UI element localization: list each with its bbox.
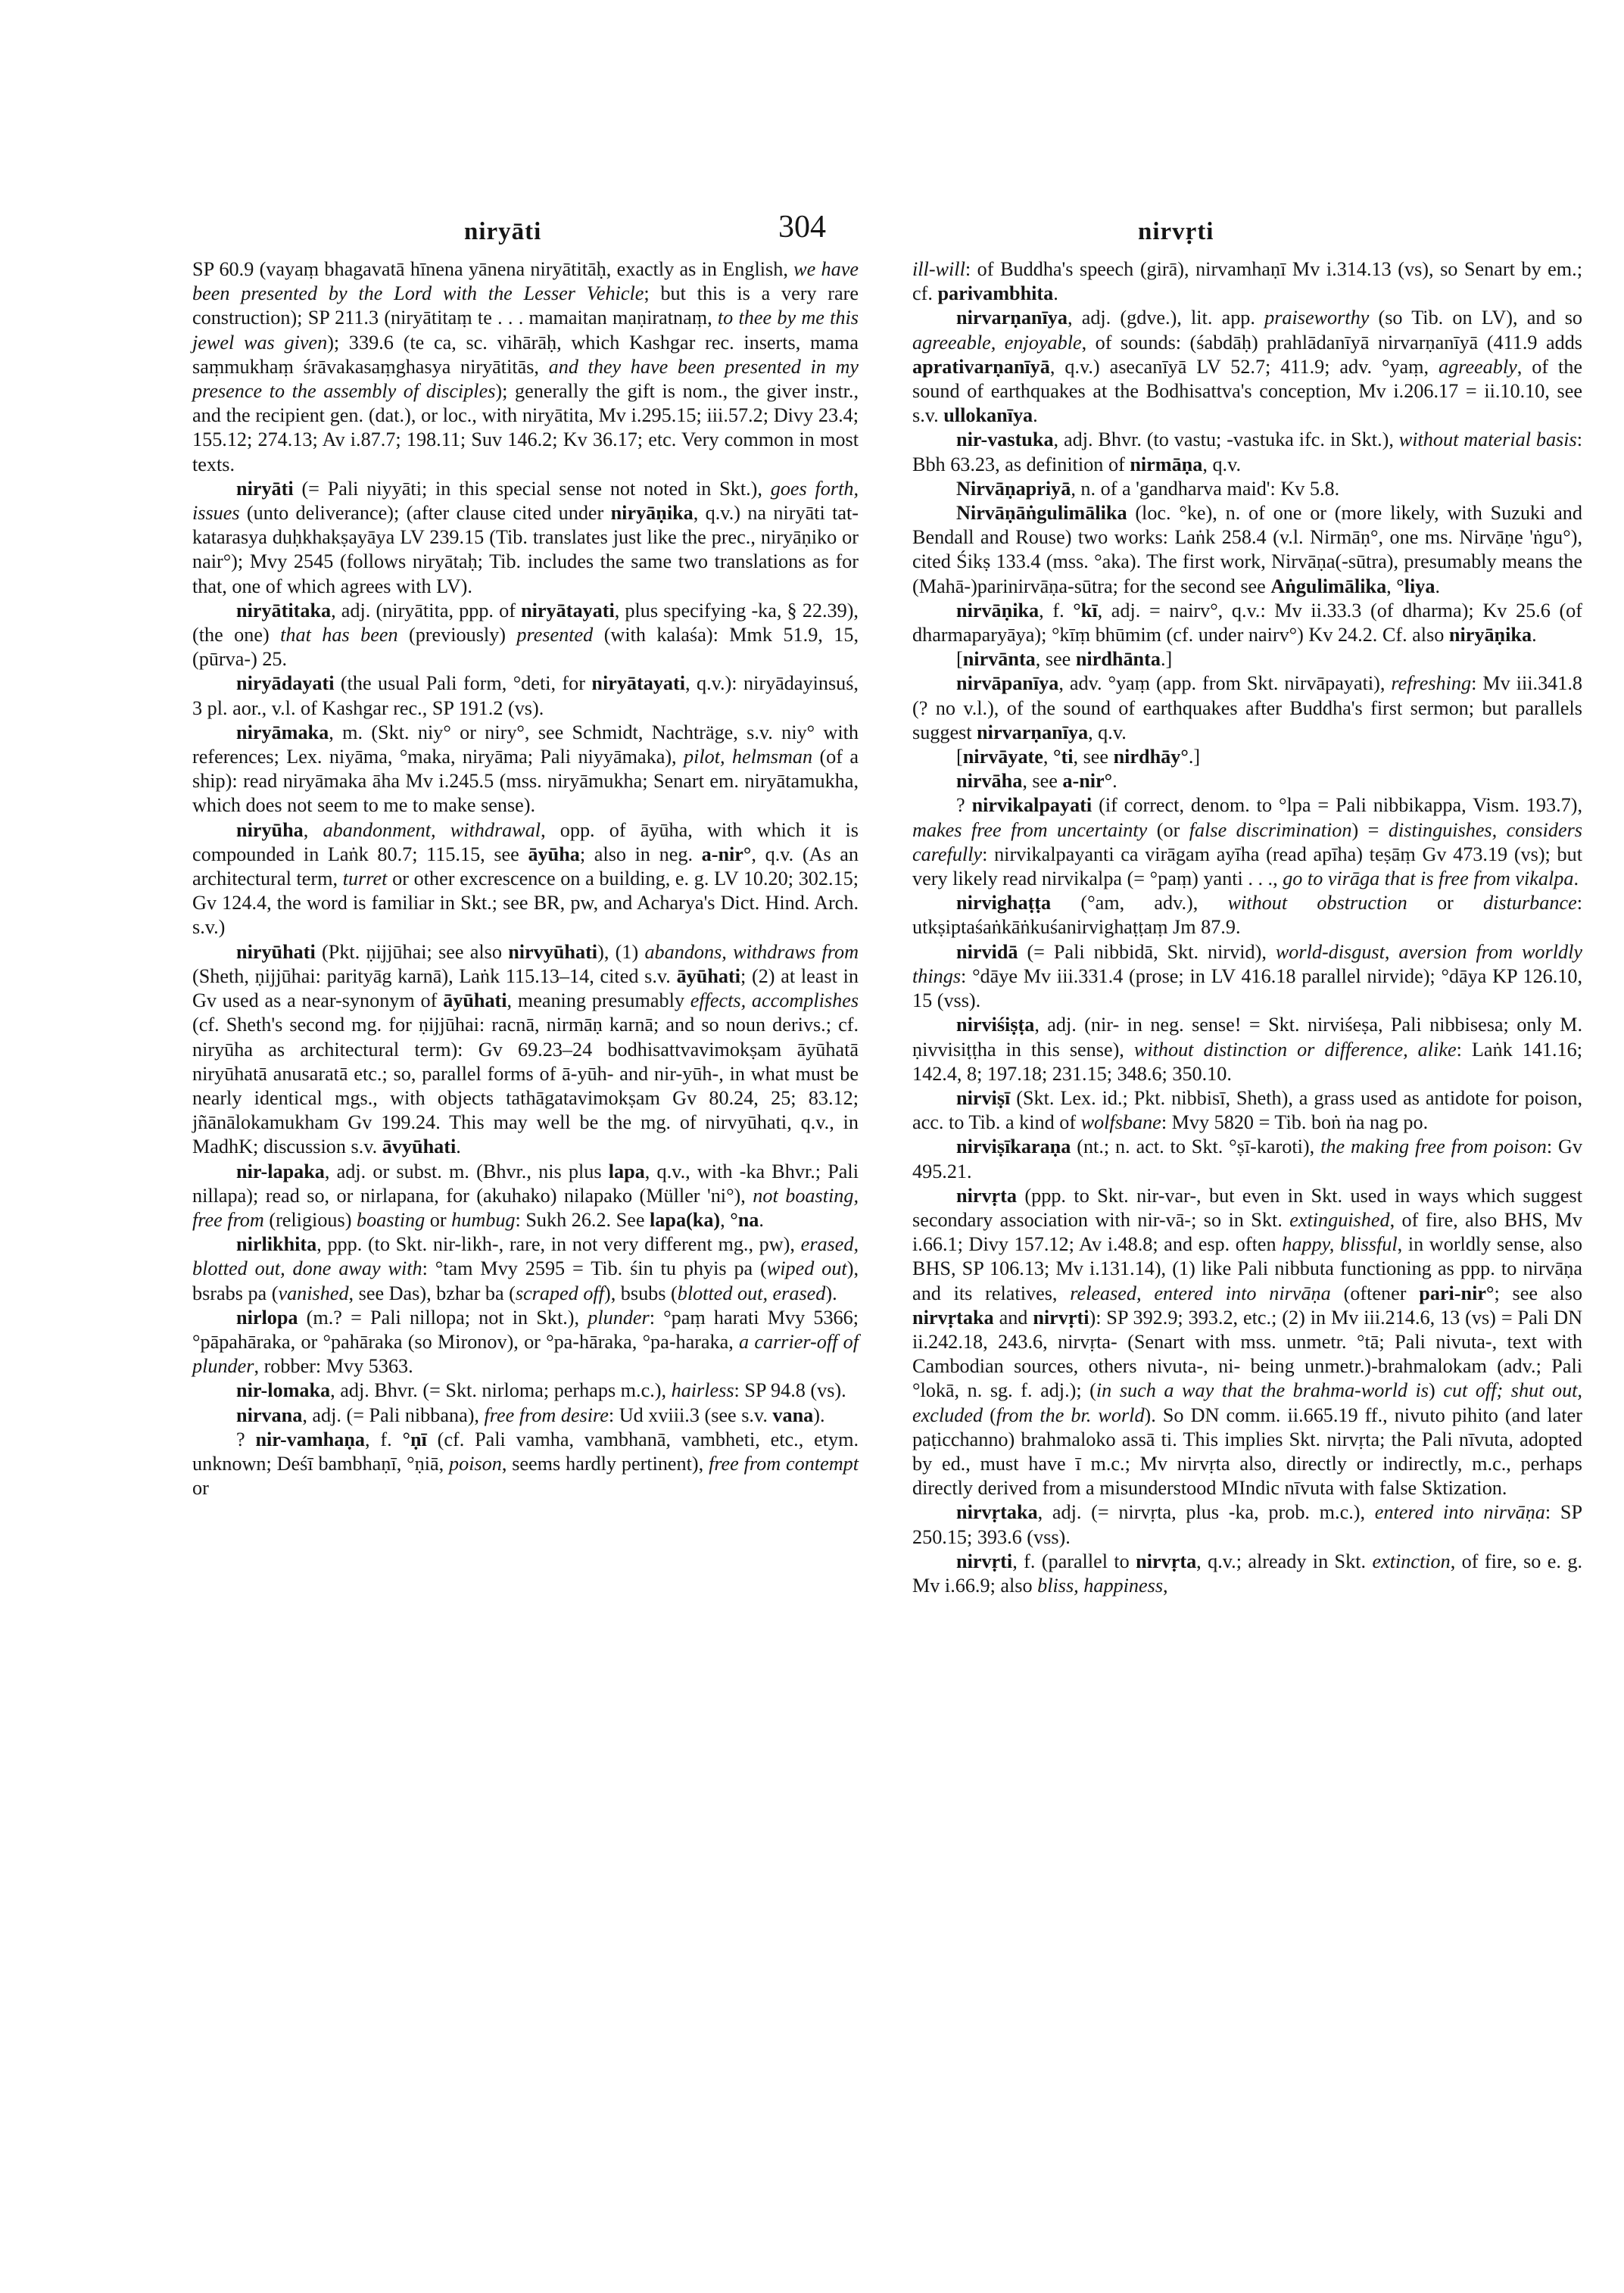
dictionary-entry: nirvarṇanīya, adj. (gdve.), lit. app. praiseworthy (so Tib. on LV), and so agreeable, enjoyable, of sounds: (śabdāḥ) prahlādanīyā nirvarṇanīyā (411.9 adds aprativarṇanīyā, q.v.) asecanīyā LV 52.7; 411.9; adv. °yaṃ, agreeably, of the sound of earthquakes at the Bodhisattva's conception, Mv i.206.17 = ii.10.10, see s.v. ullokanīya. <box>912 307 1582 427</box>
dictionary-entry: niryādayati (the usual Pali form, °deti, for niryātayati, q.v.): niryādayinsuś, 3 pl. aor., v.l. of Kashgar rec., SP 191.2 (vs). <box>192 672 859 719</box>
dictionary-entry: niryāmaka, m. (Skt. niy° or niry°, see Schmidt, Nachträge, s.v. niy° with references; Lex. niyāma, °maka, niryāma; Pali niyyāmaka), pilot, helmsman (of a ship): read niryāmaka āha Mv i.245.5 (mss. niryāmukha; Senart em. niryātamukha, which does not seem to me to make sense). <box>192 721 859 817</box>
page-number: 304 <box>778 210 826 245</box>
left-column <box>192 257 859 1500</box>
dictionary-entry: nirlikhita, ppp. (to Skt. nir-likh-, rare, in not very different mg., pw), erased, blotted out, done away with: °tam Mvy 2595 = Tib. śin tu phyis pa (wiped out), bsrabs pa (vanished, see Das), bzhar ba (scraped off), bsubs (blotted out, erased). <box>192 1233 859 1304</box>
dictionary-entry: ? nir-vamhaṇa, f. °ṇī (cf. Pali vamha, vambhanā, vambheti, etc., etym. unknown; Deśī bambhaṇī, °ṇiā, poison, seems hardly pertinent), free from contempt or <box>192 1428 859 1500</box>
dictionary-entry: nirviṣī (Skt. Lex. id.; Pkt. nibbisī, Sheth), a grass used as antidote for poison, acc. to Tib. a kind of wolfsbane: Mvy 5820 = Tib. boṅ ṅa nag po. <box>912 1086 1582 1134</box>
dictionary-entry: [nirvāyate, °ti, see nirdhāy°.] <box>956 746 1201 768</box>
right-column <box>912 257 1582 1598</box>
dictionary-entry: nirvana, adj. (= Pali nibbana), free from desire: Ud xviii.3 (see s.v. vana). <box>236 1404 825 1426</box>
dictionary-entry: ? nirvikalpayati (if correct, denom. to °lpa = Pali nibbikappa, Vism. 193.7), makes free from uncertainty (or false discrimination) = distinguishes, considers carefully: nirvikalpayanti ca virāgam ayīha (read apīha) teṣāṃ Gv 473.19 (vs); but very likely read nirvikalpa (= °paṃ) yanti . . ., go to virāga that is free from vikalpa. <box>912 794 1583 890</box>
dictionary-entry: [nirvānta, see nirdhānta.] <box>956 648 1173 671</box>
dictionary-entry: nir-vastuka, adj. Bhvr. (to vastu; -vastuka ifc. in Skt.), without material basis: Bbh 63.23, as definition of nirmāṇa, q.v. <box>912 428 1582 475</box>
dictionary-entry: Nirvāṇapriyā, n. of a 'gandharva maid': Kv 5.8. <box>956 477 1340 500</box>
dictionary-entry: nir-lomaka, adj. Bhvr. (= Skt. nirloma; perhaps m.c.), hairless: SP 94.8 (vs). <box>236 1379 846 1402</box>
dictionary-entry: nirvāpanīya, adv. °yaṃ (app. from Skt. nirvāpayati), refreshing: Mv iii.341.8 (? no v.l.), of the sound of earthquakes after Buddha's first sermon; but parallels suggest nirvarṇanīya, q.v. <box>912 672 1582 743</box>
dictionary-entry: Nirvāṇāṅgulimālika (loc. °ke), n. of one or (more likely, with Suzuki and Bendall and Rouse) two works: Laṅk 258.4 (v.l. Nirmāṇ°, one ms. Nirvāṇe 'ṅgu°), cited Śikṣ 133.4 (mss. °aka). The first work, Nirvāṇa(-sūtra), presumably means the (Mahā-)parinirvāṇa-sūtra; for the second see Aṅgulimālika, °liya. <box>912 502 1582 597</box>
right-running-head: nirvṛti <box>1138 218 1214 245</box>
dictionary-entry: SP 60.9 (vayaṃ bhagavatā hīnena yānena niryātitāḥ, exactly as in English, we have been presented by the Lord with the Lesser Vehicle; but this is a very rare construction); SP 211.3 (niryātitaṃ te . . . mamaitan maṇiratnaṃ, to thee by me this jewel was given); 339.6 (te ca, sc. vihārāḥ, which Kashgar rec. inserts, mama saṃmukhaṃ śrāvakasaṃghasya niryātitās, and they have been presented in my presence to the assembly of disciples); generally the gift is nom., the giver instr., and the recipient gen. (dat.), or loc., with niryātita, Mv i.295.15; iii.57.2; Divy 23.4; 155.12; 274.13; Av i.87.7; 198.11; Suv 146.2; Kv 36.17; etc. Very common in most texts. <box>192 258 859 475</box>
dictionary-entry: niryūha, abandonment, withdrawal, opp. of āyūha, with which it is compounded in Laṅk 80.7; 115.15, see āyūha; also in neg. a-nir°, q.v. (As an architectural term, turret or other excrescence on a building, e. g. LV 10.20; 302.15; Gv 124.4, the word is familiar in Skt.; see BR, pw, and Acharya's Dict. Hind. Arch. s.v.) <box>192 818 859 939</box>
dictionary-entry: nirlopa (m.? = Pali nillopa; not in Skt.), plunder: °paṃ harati Mvy 5366; °pāpahāraka, or °pahāraka (so Mironov), or °pa-hāraka, °pa-haraka, a carrier-off of plunder, robber: Mvy 5363. <box>192 1306 859 1378</box>
left-running-head: niryāti <box>464 218 542 245</box>
dictionary-entry: nirvṛta (ppp. to Skt. nir-var-, but even in Skt. used in ways which suggest secondary association with nir-vā-; so in Skt. extinguished, of fire, also BHS, Mv i.66.1; Divy 157.12; Av i.48.8; and esp. often happy, blissful, in worldly sense, also BHS, SP 106.13; Mv i.131.14), (1) like Pali nibbuta functioning as ppp. to nirvāṇa and its relatives, released, entered into nirvāṇa (oftener pari-nir°; see also nirvṛtaka and nirvṛti): SP 392.9; 393.2, etc.; (2) in Mv iii.214.6, 13 (vs) = Pali DN ii.242.18, 243.6, nirvṛta- (Senart with mss. unmetr. °tā; Pali nivuta-, text with Cambodian sources, others nivuta-, ni- being unmetr.)-brahmalokam (adv.; Pali °lokā, n. sg. f. adj.); (in such a way that the brahma-world is) cut off; shut out, excluded (from the br. world). So DN comm. ii.665.19 ff., nivuto pihito (and later paṭicchanno) brahmaloko assā ti. This implies Skt. nirvṛta; the Pali nīvuta, adopted by ed., must have ī m.c.; Mv nirvṛta also, directly or indirectly, m.c., perhaps directly derived from a misunderstood MIndic nīvuta with false Sktization. <box>912 1184 1583 1500</box>
dictionary-entry: nirvāṇika, f. °kī, adj. = nairv°, q.v.: Mv ii.33.3 (of dharma); Kv 25.6 (of dharmaparyāya); °kīṃ bhūmim (cf. under nairv°) Kv 24.2. Cf. also niryāṇika. <box>912 599 1582 646</box>
dictionary-entry: nirviṣīkaraṇa (nt.; n. act. to Skt. °ṣī-karoti), the making free from poison: Gv 495.21. <box>912 1136 1583 1182</box>
dictionary-entry: nirvāha, see a-nir°. <box>956 770 1117 793</box>
dictionary-entry: nirvighaṭṭa (°am, adv.), without obstruction or disturbance: utkṣiptaśaṅkāṅkuśanirvighaṭṭaṃ Jm 87.9. <box>912 892 1582 939</box>
dictionary-entry: nirvṛti, f. (parallel to nirvṛta, q.v.; already in Skt. extinction, of fire, so e. g. Mv i.66.9; also bliss, happiness, <box>912 1550 1582 1597</box>
dictionary-entry: nirviśiṣṭa, adj. (nir- in neg. sense! = Skt. nirviśeṣa, Pali nibbisesa; only M. ṇivvisiṭṭha in this sense), without distinction or difference, alike: Laṅk 141.16; 142.4, 8; 197.18; 231.15; 348.6; 350.10. <box>912 1014 1583 1085</box>
dictionary-entry: niryāti (= Pali niyyāti; in this special sense not noted in Skt.), goes forth, issues (unto deliverance); (after clause cited under niryāṇika, q.v.) na niryāti tat-katarasya duḥkhakṣayāya LV 239.15 (Tib. translates just like the prec., niryāṇiko or nair°); Mvy 2545 (follows niryātaḥ; Tib. includes the same two translations as for that, one of which agrees with LV). <box>192 477 859 597</box>
dictionary-entry: nirvṛtaka, adj. (= nirvṛta, plus -ka, prob. m.c.), entered into nirvāṇa: SP 250.15; 393.6 (vss). <box>912 1501 1583 1548</box>
dictionary-entry: nir-lapaka, adj. or subst. m. (Bhvr., nis plus lapa, q.v., with -ka Bhvr.; Pali nillapa); read so, or nirlapana, for (akuhako) nilapako (Müller 'ni°), not boasting, free from (religious) boasting or humbug: Sukh 26.2. See lapa(ka), °na. <box>192 1160 859 1231</box>
dictionary-entry: ill-will: of Buddha's speech (girā), nirvamhaṇī Mv i.314.13 (vs), so Senart by em.; cf. parivambhita. <box>912 258 1582 305</box>
dictionary-entry: nirvidā (= Pali nibbidā, Skt. nirvid), world-disgust, aversion from worldly things: °dāye Mv iii.331.4 (prose; in LV 416.18 parallel nirvide); °dāya KP 126.10, 15 (vss). <box>912 940 1582 1012</box>
dictionary-entry: niryūhati (Pkt. ṇijjūhai; see also nirvyūhati), (1) abandons, withdraws from (Sheth, ṇijjūhai: parityāg karnā), Laṅk 115.13–14, cited s.v. āyūhati; (2) at least in Gv used as a near-synonym of āyūhati, meaning presumably effects, accomplishes (cf. Sheth's second mg. for ṇijjūhai: racnā, nirmāṇ karnā; and so noun derivs.; cf. niryūha as architectural term): Gv 69.23–24 bodhisattvavimokṣam āyūhatā niryūhatā anusaratā etc.; so, parallel forms of ā-yūh- and nir-yūh-, in what must be nearly identical mgs., with objects tathāgatavimokṣam Gv 80.24, 25; 83.12; jñānālokamukham Gv 199.24. This may well be the mg. of nirvyūhati, q.v., in MadhK; discussion s.v. āvyūhati. <box>192 940 859 1158</box>
dictionary-entry: niryātitaka, adj. (niryātita, ppp. of niryātayati, plus specifying -ka, § 22.39), (the one) that has been (previously) presented (with kalaśa): Mmk 51.9, 15, (pūrva-) 25. <box>192 599 859 671</box>
